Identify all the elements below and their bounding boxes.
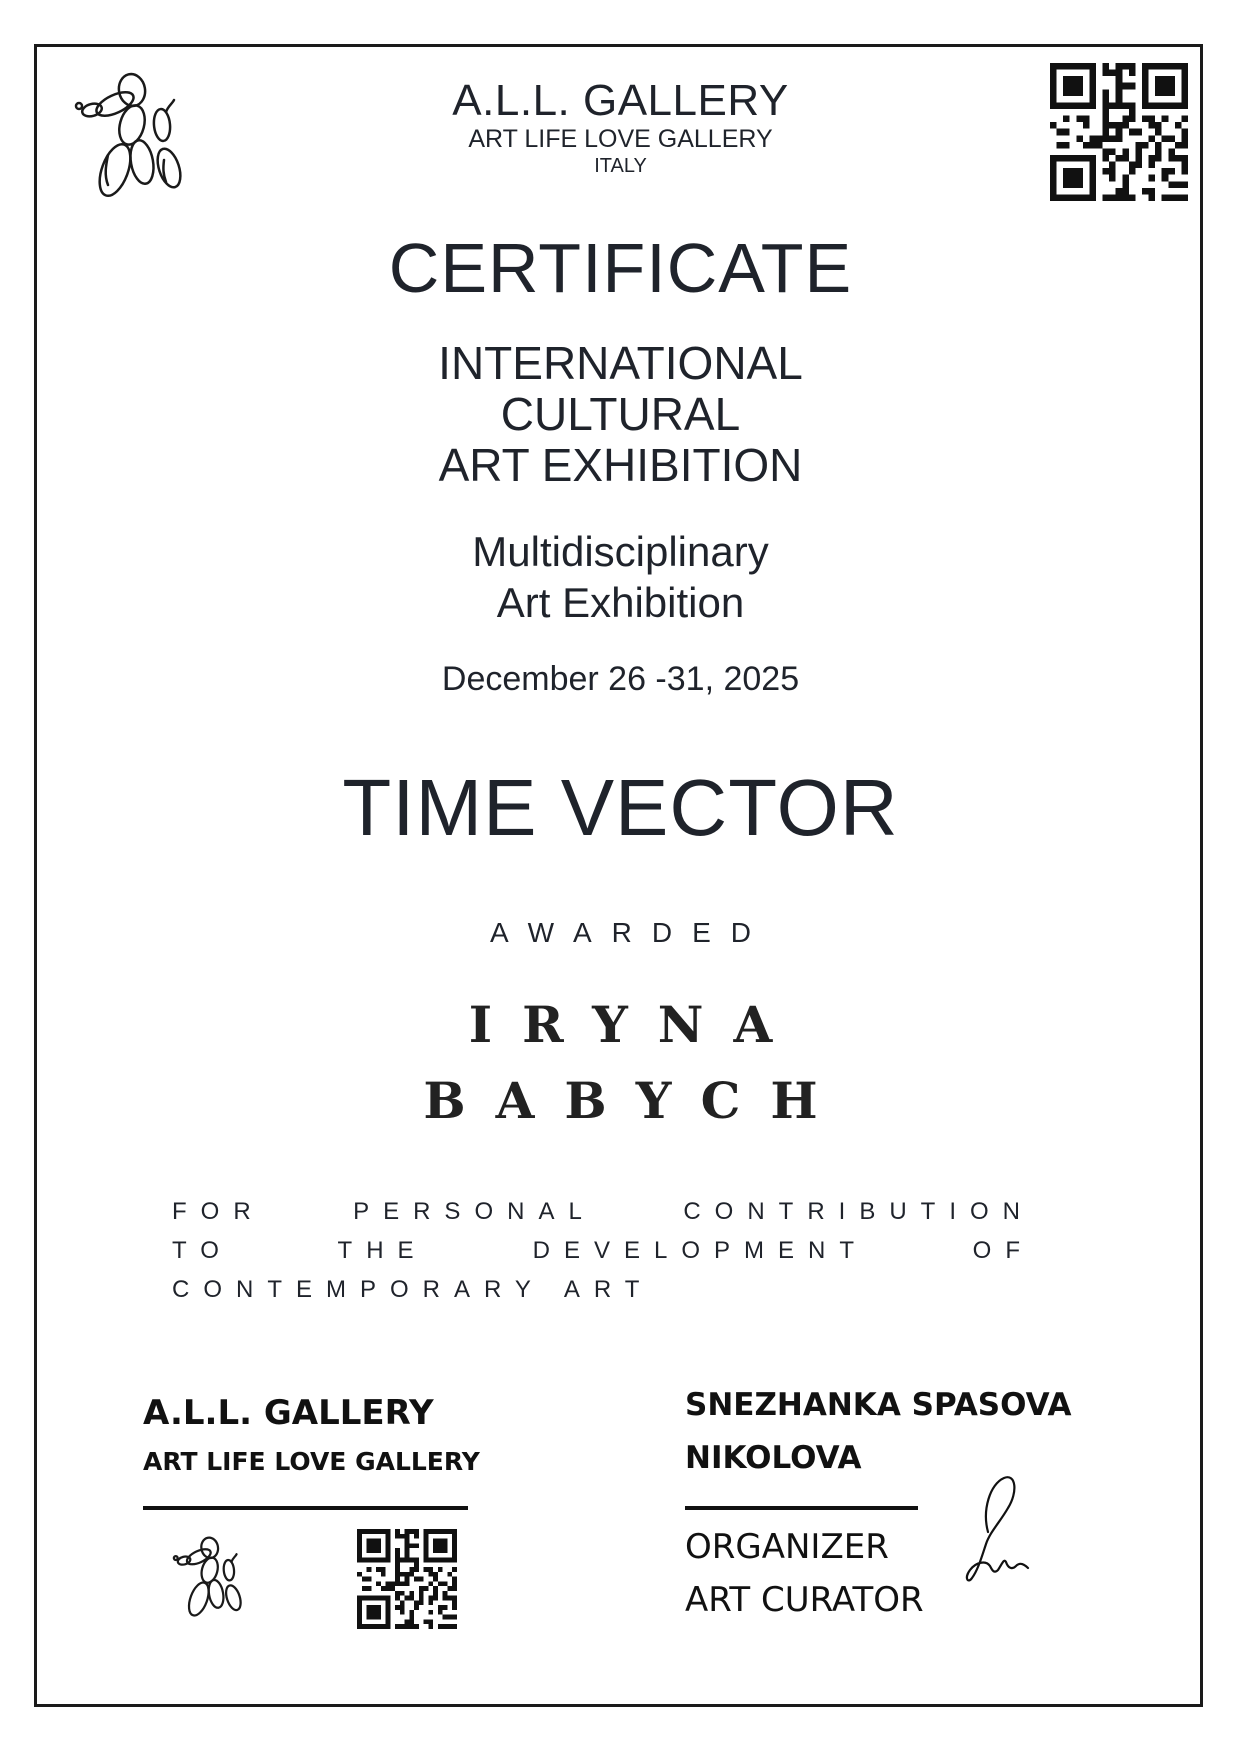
certificate-heading: CERTIFICATE [388,229,853,307]
signer-name-line-1: SNEZHANKA SPASOVA [685,1387,1072,1423]
exhibition-name [0,338,1241,491]
exhibition-line-3: ART EXHIBITION [438,439,803,491]
exhibition-dates: December 26 -31, 2025 [441,660,800,698]
footer-left-divider [143,1506,468,1510]
award-reason-line-2: TO THE DEVELOPMENT OF [172,1237,1034,1264]
exhibition-line-1: INTERNATIONAL [438,337,803,389]
footer-right-divider [685,1506,918,1510]
recipient-last-name: BABYCH [423,1071,848,1130]
signer-name-line-2: NIKOLOVA [685,1440,862,1476]
signer-role-line-2: ART CURATOR [685,1580,924,1620]
awarded-label: AWARDED [489,917,772,948]
exhibition-type-line-1: Multidisciplinary [472,528,769,575]
qr-code-icon [357,1529,457,1629]
balloon-dog-icon [170,1535,250,1615]
exhibition-type [0,526,1241,628]
gallery-full-name: ART LIFE LOVE GALLERY [468,125,773,153]
award-reason-line-3: CONTEMPORARY ART [172,1276,654,1303]
gallery-name: A.L.L. GALLERY [452,76,789,125]
footer-gallery-full-name: ART LIFE LOVE GALLERY [143,1447,480,1476]
signer-role-line-1: ORGANIZER [685,1527,889,1567]
exhibition-title: TIME VECTOR [342,763,899,852]
signature-mark [960,1470,1050,1590]
footer-gallery-name: A.L.L. GALLERY [143,1393,434,1433]
exhibition-type-line-2: Art Exhibition [496,579,745,626]
gallery-country: ITALY [594,155,647,177]
recipient-first-name: IRYNA [468,995,803,1054]
award-reason-line-1: FOR PERSONAL CONTRIBUTION [172,1198,1034,1225]
exhibition-line-2: CULTURAL [500,388,741,440]
